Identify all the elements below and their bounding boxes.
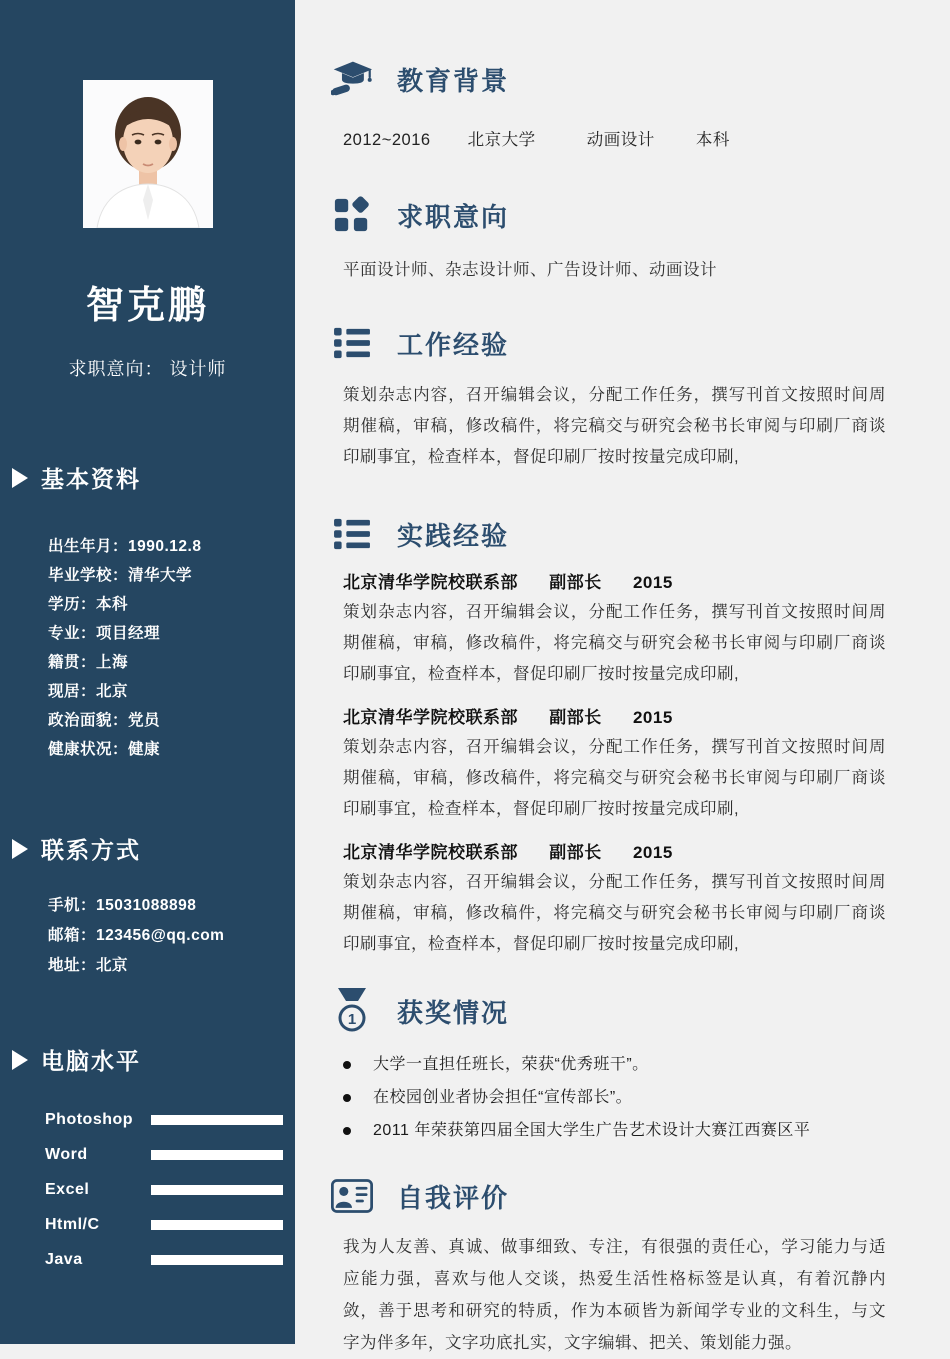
bullet-dot-icon: [343, 1061, 351, 1069]
selfeval-title: 自我评价: [397, 1182, 510, 1213]
basic-info-item: 毕业学校：清华大学: [48, 567, 193, 584]
practice-entry-heading: [343, 838, 886, 863]
practice-year: 2015: [632, 573, 673, 592]
skill-bar-fill: [151, 1255, 283, 1265]
triangle-icon: [12, 1050, 28, 1070]
education-school: 北京大学: [467, 131, 536, 149]
objective-subtitle: 求职意向： 设计师: [68, 359, 227, 379]
practice-entry-heading: [343, 568, 886, 593]
award-item: [343, 1048, 886, 1081]
skill-bar-fill: [151, 1150, 283, 1160]
skill-bar-fill: [151, 1185, 283, 1195]
selfeval-text: 我为人友善、真诚、做事细致、专注，有很强的责任心，学习能力与适应能力强，喜欢与他人交谈，热爱生活性格标签是认真，有着沉静内敛，善于思考和研究的特质，作为本硕皆为新闻学专业的文科生，与文字为伴多年，文字功底扎实，文字编辑、把关、策划能力强。: [343, 1238, 886, 1352]
practice-role: 副部长: [549, 708, 602, 727]
practice-entry-desc: 策划杂志内容，召开编辑会议，分配工作任务，撰写刊首文按照时间周期催稿，审稿，修改稿件，将完稿交与研究会秘书长审阅与印刷厂商谈印刷事宜，检查样本，督促印刷厂按时按量完成印刷,: [343, 603, 886, 683]
skill-bar-fill: [151, 1115, 283, 1125]
award-text: 大学一直担任班长，荣获“优秀班干”。: [373, 1056, 649, 1073]
practice-entry-desc: 策划杂志内容，召开编辑会议，分配工作任务，撰写刊首文按照时间周期催稿，审稿，修改稿件，将完稿交与研究会秘书长审阅与印刷厂商谈印刷事宜，检查样本，督促印刷厂按时按量完成印刷,: [343, 873, 886, 953]
practice-entry-desc: 策划杂志内容，召开编辑会议，分配工作任务，撰写刊首文按照时间周期催稿，审稿，修改稿件，将完稿交与研究会秘书长审阅与印刷厂商谈印刷事宜，检查样本，督促印刷厂按时按量完成印刷,: [343, 738, 886, 818]
practice-title: 实践经验: [397, 520, 510, 551]
practice-entry-heading: [343, 703, 886, 728]
practice-year: 2015: [632, 708, 673, 727]
skill-label: Photoshop: [45, 1110, 134, 1128]
grid-squares-icon: [331, 194, 373, 236]
skill-bar: [151, 1150, 283, 1160]
education-row: [343, 126, 886, 150]
bullet-dot-icon: [343, 1127, 351, 1135]
contact-item-address: 地址：北京: [48, 957, 129, 974]
skill-bar: [151, 1220, 283, 1230]
basic-info-title: 基本资料: [41, 466, 141, 492]
contact-item-phone: 手机：15031088898: [48, 897, 197, 914]
practice-role: 副部长: [549, 573, 602, 592]
basic-info-header: [0, 461, 295, 494]
education-major: 动画设计: [586, 131, 655, 149]
practice-role: 副部长: [549, 843, 602, 862]
basic-info-item: 现居：北京: [48, 683, 129, 700]
skill-label: Excel: [45, 1180, 90, 1198]
awards-section-header: [331, 990, 886, 1032]
triangle-icon: [12, 839, 28, 859]
awards-title: 获奖情况: [397, 997, 510, 1028]
award-text: 2011 年荣获第四届全国大学生广告艺术设计大赛江西赛区平: [373, 1122, 811, 1139]
skill-row: [0, 1207, 295, 1242]
contact-header: [0, 832, 295, 865]
basic-info-item: 健康状况：健康: [48, 741, 161, 758]
bullet-dot-icon: [343, 1094, 351, 1102]
skill-row: [0, 1172, 295, 1207]
basic-info-item: 学历：本科: [48, 596, 129, 613]
practice-org: 北京清华学院校联系部: [343, 843, 518, 862]
basic-info-item: 专业：项目经理: [48, 625, 161, 642]
skill-label: Html/C: [45, 1215, 100, 1233]
skill-row: [0, 1137, 295, 1172]
basic-info-item: 政治面貌：党员: [48, 712, 161, 729]
computer-skills-header: [0, 1043, 295, 1076]
skill-bar: [151, 1115, 283, 1125]
resume-main: [295, 0, 950, 1352]
objective-text: 平面设计师、杂志设计师、广告设计师、动画设计: [343, 261, 717, 279]
list-icon: [331, 322, 373, 364]
awards-list: [343, 1048, 886, 1147]
practice-section-header: [331, 513, 886, 555]
skill-row: [0, 1242, 295, 1277]
education-degree: 本科: [695, 131, 730, 149]
objective-title: 求职意向: [397, 201, 510, 232]
work-description: 策划杂志内容，召开编辑会议，分配工作任务，撰写刊首文按照时间周期催稿，审稿，修改稿件，将完稿交与研究会秘书长审阅与印刷厂商谈印刷事宜，检查样本，督促印刷厂按时按量完成印刷,: [343, 386, 886, 466]
profile-photo: [83, 80, 213, 228]
medal-number: 1: [347, 1011, 357, 1028]
selfeval-section-header: [331, 1175, 886, 1217]
education-section-header: [331, 0, 886, 100]
skill-bar: [151, 1185, 283, 1195]
practice-org: 北京清华学院校联系部: [343, 573, 518, 592]
basic-info-item: 出生年月：1990.12.8: [48, 538, 202, 555]
education-title: 教育背景: [397, 65, 510, 96]
portrait-illustration: [83, 80, 213, 228]
contact-title: 联系方式: [41, 837, 141, 863]
objective-section-header: [331, 194, 886, 236]
award-item: [343, 1114, 886, 1147]
education-period: 2012~2016: [343, 131, 431, 149]
triangle-icon: [12, 468, 28, 488]
contact-list: [0, 891, 295, 981]
skills-list: [0, 1102, 295, 1277]
contact-item-email: 邮箱：123456@qq.com: [48, 927, 225, 944]
medal-icon: [331, 990, 373, 1032]
basic-info-list: [0, 532, 295, 764]
award-item: [343, 1081, 886, 1114]
practice-year: 2015: [632, 843, 673, 862]
skill-bar-fill: [151, 1220, 283, 1230]
practice-org: 北京清华学院校联系部: [343, 708, 518, 727]
candidate-name: 智克鹏: [85, 285, 209, 327]
skill-label: Java: [45, 1250, 83, 1268]
sidebar: [0, 0, 295, 1344]
skill-row: [0, 1102, 295, 1137]
graduation-cap-icon: [331, 58, 373, 100]
award-text: 在校园创业者协会担任“宣传部长”。: [373, 1089, 633, 1106]
id-card-icon: [331, 1175, 373, 1217]
list-icon: [331, 513, 373, 555]
skill-label: Word: [45, 1145, 88, 1163]
work-title: 工作经验: [397, 329, 510, 360]
basic-info-item: 籍贯：上海: [48, 654, 129, 671]
computer-skills-title: 电脑水平: [41, 1048, 141, 1074]
work-section-header: [331, 322, 886, 364]
skill-bar: [151, 1255, 283, 1265]
